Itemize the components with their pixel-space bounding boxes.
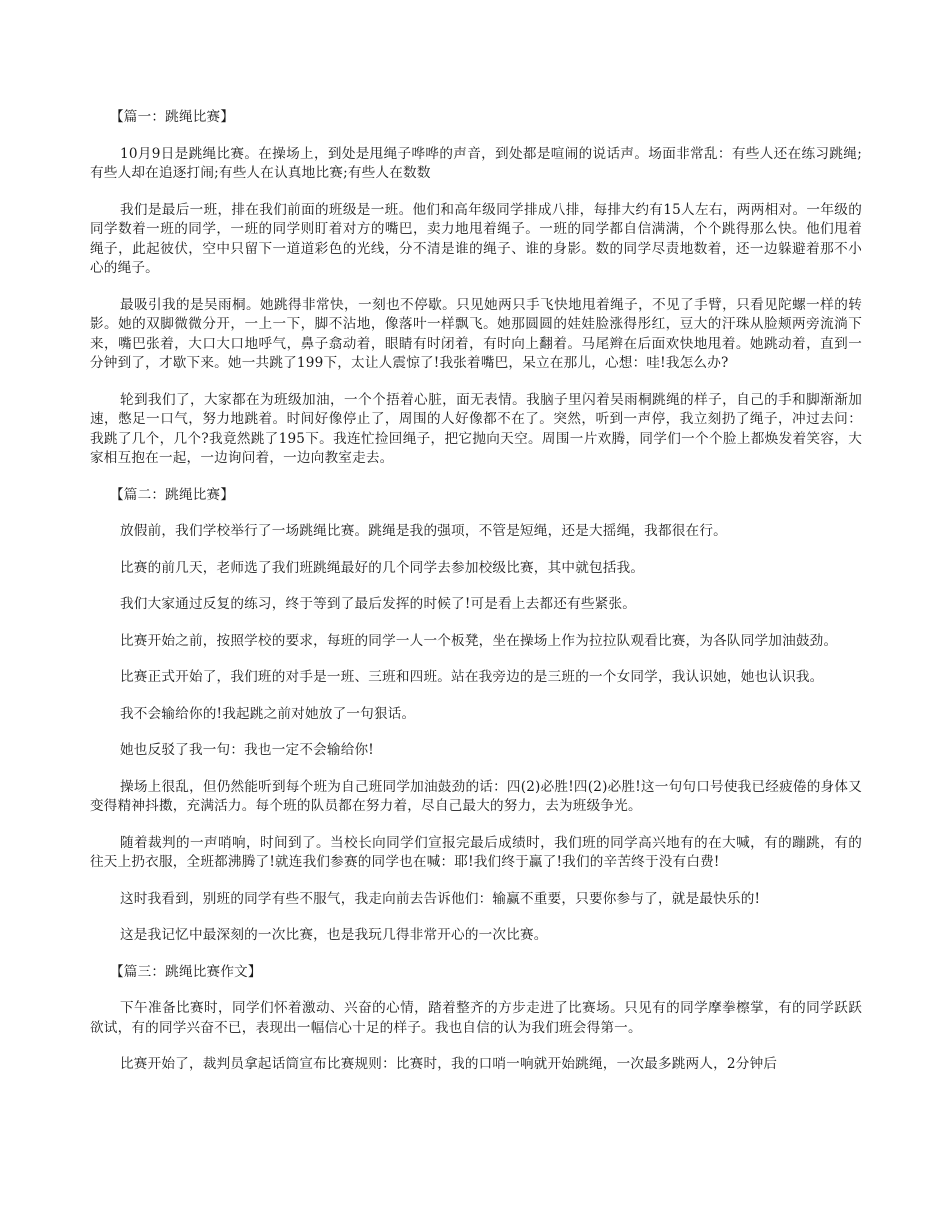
paragraph: 比赛的前几天，老师选了我们班跳绳最好的几个同学去参加校级比赛，其中就包括我。	[120, 559, 645, 576]
paragraph: 比赛开始了，裁判员拿起话筒宣布比赛规则：比赛时，我的口哨一响就开始跳绳，一次最多跳两人，2分钟后	[120, 1056, 778, 1072]
paragraph: 我们是最后一班，排在我们前面的班级是一班。他们和高年级同学排成八排，每排大约有15人左右，两两相对。一年级的同学数着一班的同学，一班的同学则盯着对方的嘴巴，卖力地甩着绳子。一班的同学都自信满满，个个跳得那么快。他们甩着绳子，此起彼伏，空中只留下一道道彩色的光线，分不清是谁的绳子、谁的身影。数的同学尽责地数着，还一边躲避着那不小心的绳子。	[90, 201, 862, 276]
paragraph: 这时我看到，别班的同学有些不服气，我走向前去告诉他们：输赢不重要，只要你参与了，就是最快乐的!	[120, 890, 761, 907]
paragraph: 轮到我们了，大家都在为班级加油，一个个捂着心脏，面无表情。我脑子里闪着吴雨桐跳绳的样子，自己的手和脚渐渐加速，憋足一口气，努力地跳着。时间好像停止了，周围的人好像都不在了。突然，听到一声停，我立刻扔了绳子，冲过去问：我跳了几个，几个?我竟然跳了195下。我连忙捡回绳子，把它抛向天空。周围一片欢腾，同学们一个个脸上都焕发着笑容，大家相互抱在一起，一边询问着，一边向教室走去。	[90, 391, 862, 466]
paragraph: 随着裁判的一声哨响，时间到了。当校长向同学们宣报完最后成绩时，我们班的同学高兴地有的在大喊，有的蹦跳，有的往天上扔衣服，全班都沸腾了!就连我们参赛的同学也在喊：耶!我们终于赢了!我们的辛苦终于没有白费!	[90, 834, 862, 870]
paragraph: 下午准备比赛时，同学们怀着激动、兴奋的心情，踏着整齐的方步走进了比赛场。只见有的同学摩拳檫掌，有的同学跃跃欲试，有的同学兴奋不已，表现出一幅信心十足的样子。我也自信的认为我们班会得第一。	[90, 1000, 862, 1036]
paragraph: 这是我记忆中最深刻的一次比赛，也是我玩几得非常开心的一次比赛。	[120, 927, 548, 943]
section-heading: 【篇一：跳绳比赛】	[110, 109, 235, 125]
paragraph: 放假前，我们学校举行了一场跳绳比赛。跳绳是我的强项，不管是短绳，还是大摇绳，我都很在行。	[120, 523, 727, 539]
section-heading: 【篇二：跳绳比赛】	[110, 486, 235, 503]
paragraph: 比赛开始之前，按照学校的要求，每班的同学一人一个板凳，坐在操场上作为拉拉队观看比赛，为各队同学加油鼓劲。	[120, 632, 838, 649]
paragraph: 比赛正式开始了，我们班的对手是一班、三班和四班。站在我旁边的是三班的一个女同学，我认识她，她也认识我。	[120, 669, 824, 685]
paragraph: 我们大家通过反复的练习，终于等到了最后发挥的时候了!可是看上去都还有些紧张。	[120, 596, 637, 612]
paragraph: 她也反驳了我一句：我也一定不会输给你!	[120, 742, 374, 758]
paragraph: 10月9日是跳绳比赛。在操场上，到处是甩绳子哗哗的声音，到处都是喧闹的说话声。场面非常乱：有些人还在练习跳绳;有些人却在追逐打闹;有些人在认真地比赛;有些人在数数	[90, 145, 862, 181]
section-heading: 【篇三：跳绳比赛作文】	[110, 963, 262, 980]
paragraph: 我不会输给你的!我起跳之前对她放了一句狠话。	[120, 705, 416, 722]
paragraph: 操场上很乱，但仍然能听到每个班为自己班同学加油鼓劲的话：四(2)必胜!四(2)必胜!这一句句口号使我已经疲倦的身体又变得精神抖擞，充满活力。每个班的队员都在努力着，尽自己最大的努力，去为班级争光。	[90, 778, 862, 814]
document-page	[90, 108, 862, 1092]
paragraph: 最吸引我的是吴雨桐。她跳得非常快，一刻也不停歇。只见她两只手飞快地甩着绳子，不见了手臂，只看见陀螺一样的转影。她的双脚微微分开，一上一下，脚不沾地，像落叶一样飘飞。她那圆圆的娃娃脸涨得彤红，豆大的汗珠从脸颊两旁流淌下来，嘴巴张着，大口大口地呼气，鼻子翕动着，眼睛有时闭着，有时向上翻着。马尾辫在后面欢快地甩着。她跳动着，直到一分钟到了，才歇下来。她一共跳了199下，太让人震惊了!我张着嘴巴，呆立在那儿，心想：哇!我怎么办?	[90, 296, 862, 371]
